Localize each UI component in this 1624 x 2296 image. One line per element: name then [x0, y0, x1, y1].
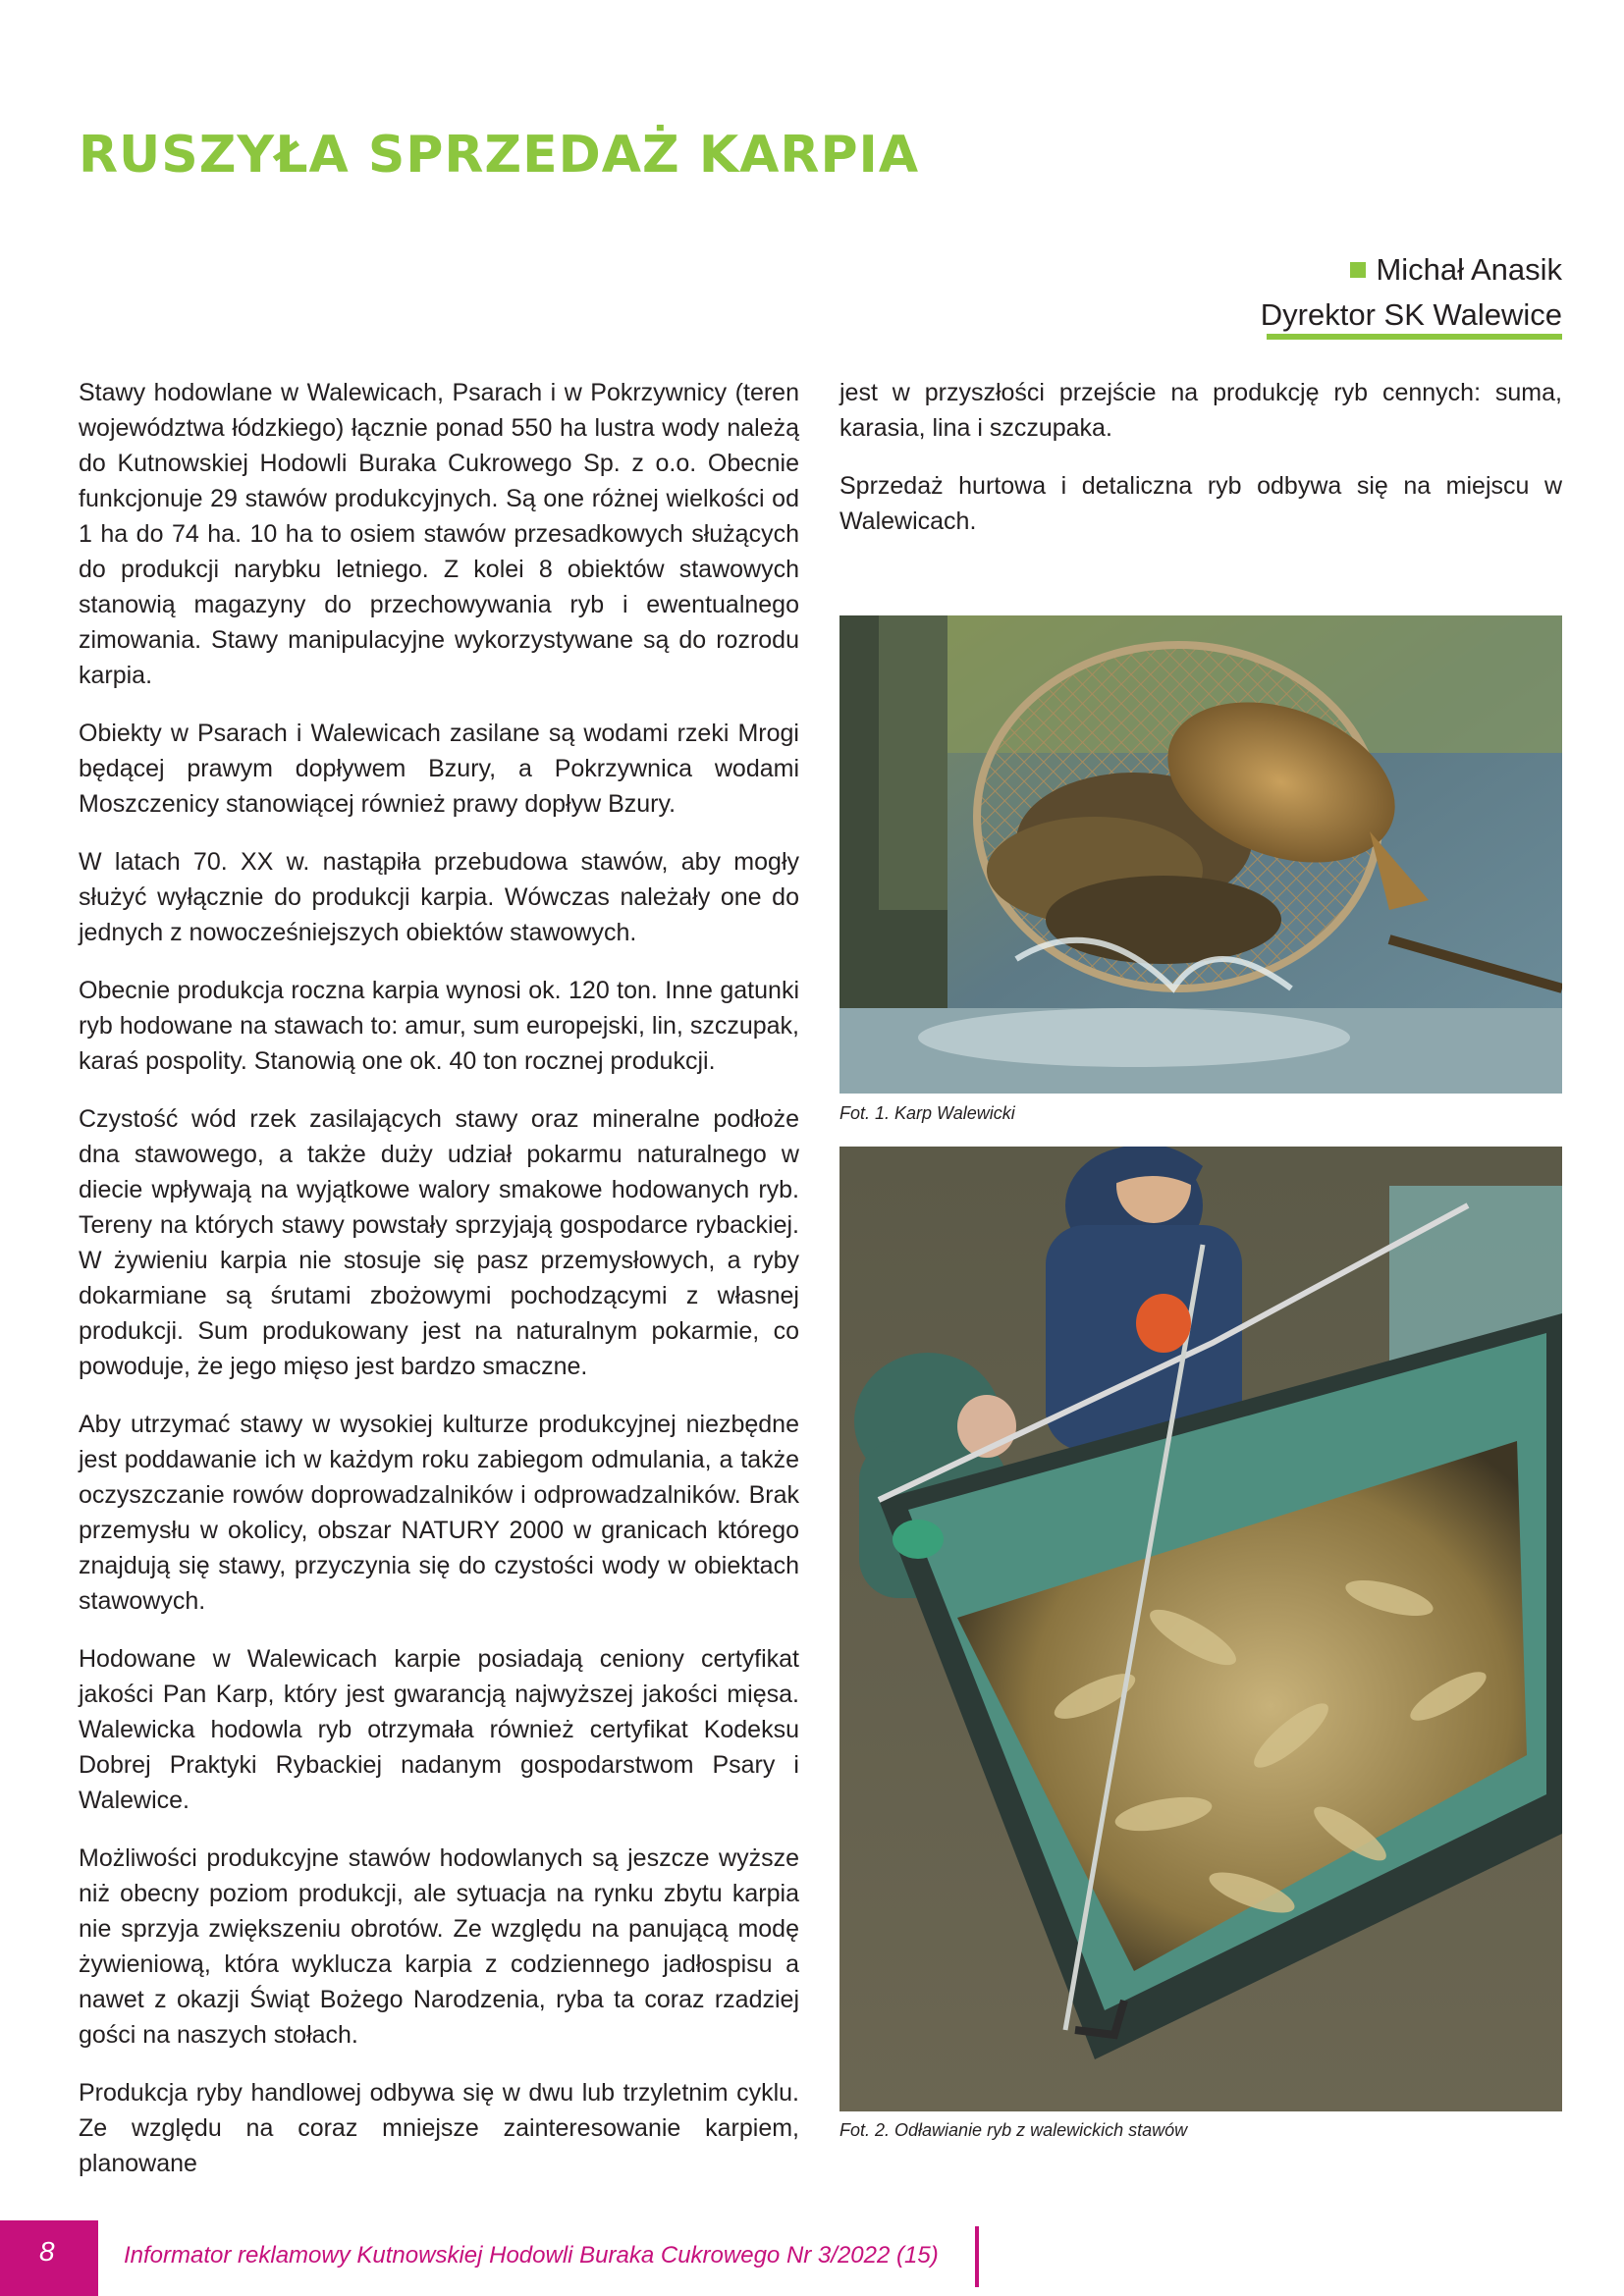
paragraph: Aby utrzymać stawy w wysokiej kulturze produkcyjnej niezbędne jest poddawanie ich w każdym roku zabiegom odmulania, a także oczyszczanie rowów doprowadzalników i odprowadzalników. Brak przemysłu w okolicy, obszar NATURY 2000 w granicach którego znajdują się stawy, przyczynia się do czystości wody w obiektach stawowych. [79, 1411, 799, 1615]
author-block [1261, 247, 1562, 338]
author-name-line [1261, 247, 1562, 293]
author-underline [1267, 334, 1562, 340]
paragraph: Obiekty w Psarach i Walewicach zasilane są wodami rzeki Mrogi będącej prawym dopływem Bzury, a Pokrzywnica wodami Moszczenicy stanowiącej również prawy dopływ Bzury. [79, 720, 799, 818]
carp-photo [839, 615, 1562, 1094]
paragraph: Sprzedaż hurtowa i detaliczna ryb odbywa się na miejscu w Walewicach. [839, 472, 1562, 535]
paragraph: jest w przyszłości przejście na produkcję ryb cennych: suma, karasia, lina i szczupaka. [839, 379, 1562, 442]
paragraph: Czystość wód rzek zasilających stawy oraz mineralne podłoże dna stawowego, a także duży udział pokarmu naturalnego w diecie wpływają na wyjątkowe walory smakowe hodowanych ryb. Tereny na których stawy powstały sprzyjają gospodarce rybackiej. W żywieniu karpia nie stosuje się pasz przemysłowych, a ryby dokarmiane są śrutami zbożowymi pochodzącymi z własnej produkcji. Sum produkowany jest na naturalnym pokarmie, co powoduje, że jego mięso jest bardzo smaczne. [79, 1105, 799, 1380]
paragraph: Produkcja ryby handlowej odbywa się w dwu lub trzyletnim cyklu. Ze względu na coraz mniejsze zainteresowanie karpiem, planowane [79, 2079, 799, 2177]
photo1-caption: Fot. 1. Karp Walewicki [839, 1103, 1015, 1123]
author-name: Michał Anasik [1376, 252, 1562, 287]
paragraph: Stawy hodowlane w Walewicach, Psarach i w Pokrzywnicy (teren województwa łódzkiego) łącznie ponad 550 ha lustra wody należą do Kutnowskiej Hodowli Buraka Cukrowego Sp. z o.o. Obecnie funkcjonuje 29 stawów produkcyjnych. Są one różnej wielkości od 1 ha do 74 ha. 10 ha to osiem stawów przesadkowych służących do produkcji narybku letniego. Z kolei 8 obiektów stawowych stanowią magazyny do przechowywania ryb i ewentualnego zimowania. Stawy manipulacyjne wykorzystywane są do rozrodu karpia. [79, 379, 799, 689]
page-number: 8 [39, 2236, 55, 2267]
author-role: Dyrektor SK Walewice [1260, 297, 1562, 332]
paragraph: W latach 70. XX w. nastąpiła przebudowa stawów, aby mogły służyć wyłącznie do produkcji karpia. Wówczas należały one do jednych z nowocześniejszych obiektów stawowych. [79, 848, 799, 946]
page-title: RUSZYŁA SPRZEDAŻ KARPIA [79, 126, 920, 185]
right-column [839, 375, 1562, 561]
photo2-caption: Fot. 2. Odławianie ryb z walewickich stawów [839, 2120, 1188, 2140]
paragraph: Możliwości produkcyjne stawów hodowlanych są jeszcze wyższe niż obecny poziom produkcji, ale sytuacja na rynku zbytu karpia nie sprzyja zwiększeniu obrotów. Ze względu na panującą modę żywieniową, która wyklucza karpia z codziennego jadłospisu a nawet z okazji Świąt Bożego Narodzenia, ryba ta coraz rzadziej gości na naszych stołach. [79, 1844, 799, 2049]
bullet-square-icon [1350, 262, 1366, 278]
paragraph: Hodowane w Walewicach karpie posiadają ceniony certyfikat jakości Pan Karp, który jest gwarancją najwyższej jakości mięsa. Walewicka hodowla ryb otrzymała również certyfikat Kodeksu Dobrej Praktyki Rybackiej nadanym gospodarstwom Psary i Walewice. [79, 1645, 799, 1814]
footer-text: Informator reklamowy Kutnowskiej Hodowli Buraka Cukrowego Nr 3/2022 (15) [124, 2242, 939, 2269]
fishing-photo [839, 1147, 1562, 2111]
paragraph: Obecnie produkcja roczna karpia wynosi ok. 120 ton. Inne gatunki ryb hodowane na stawach to: amur, sum europejski, lin, szczupak, karaś pospolity. Stanowią one ok. 40 ton rocznej produkcji. [79, 977, 799, 1075]
left-column [79, 375, 799, 2204]
footer-divider [975, 2226, 979, 2287]
